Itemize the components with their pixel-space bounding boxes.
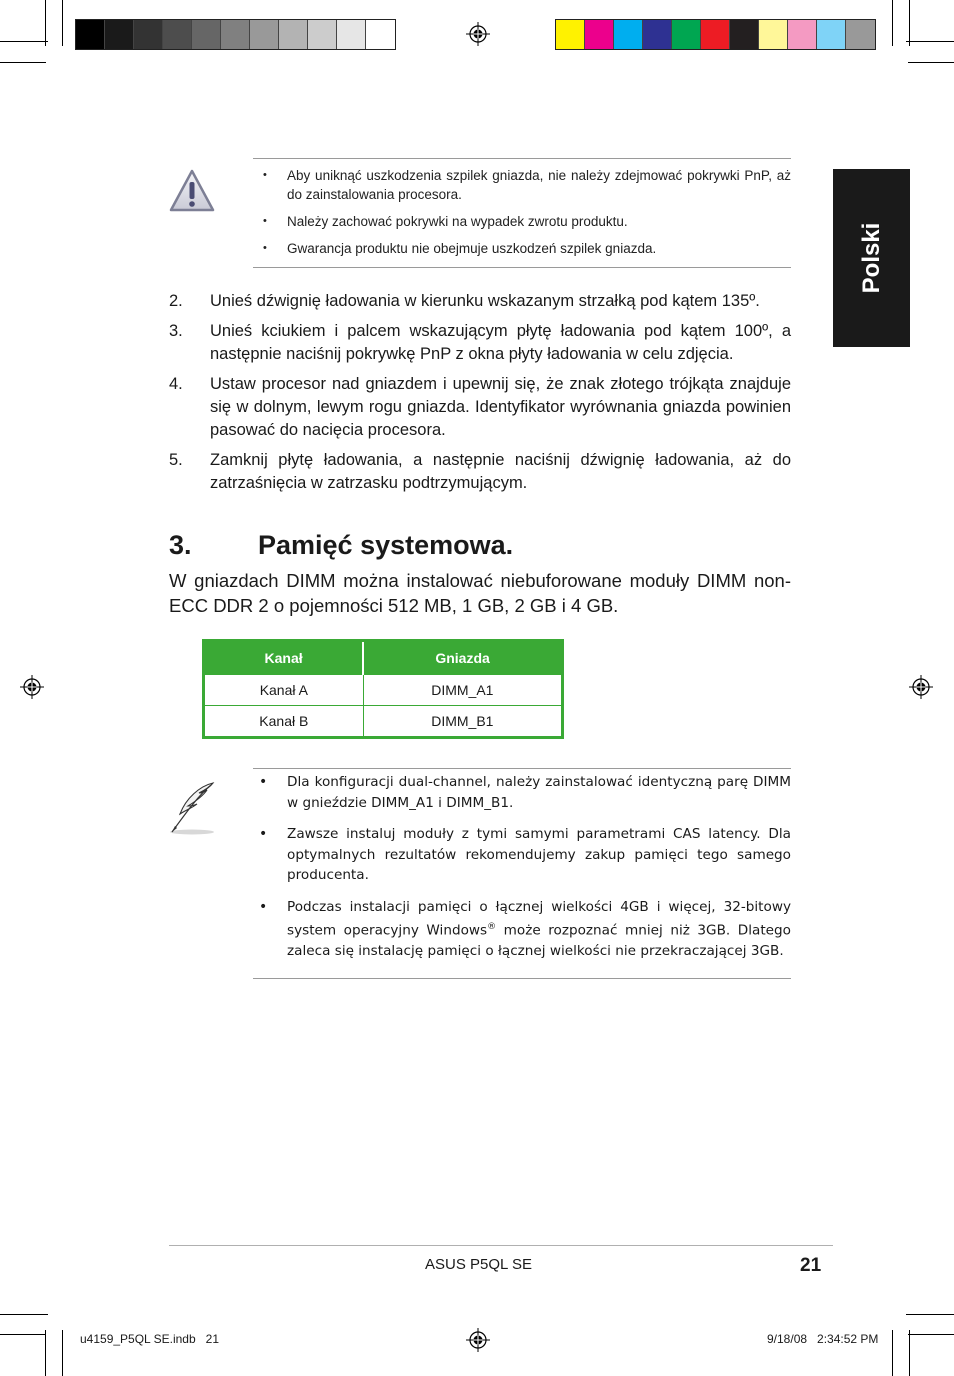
crop-mark <box>908 1334 954 1335</box>
step-number: 2. <box>169 292 183 310</box>
color-swatch <box>337 20 366 49</box>
crop-mark <box>62 1330 63 1376</box>
language-tab <box>833 169 910 347</box>
crop-mark <box>892 1330 893 1376</box>
warning-top-rule <box>253 158 791 159</box>
slug-filename: u4159_P5QL SE.indb 21 <box>80 1332 219 1346</box>
color-swatch <box>105 20 134 49</box>
color-swatch <box>279 20 308 49</box>
note-text: Podczas instalacji pamięci o łącznej wielkości 4GB i więcej, 32-bitowy system operacyjny Windows <box>287 898 791 939</box>
footer-model-name: ASUS P5QL SE <box>425 1256 532 1273</box>
crop-mark <box>0 1334 46 1335</box>
column-header: Kanał <box>204 641 364 675</box>
step-text: Ustaw procesor nad gniazdem i upewnij się, że znak złotego trójkąta znajduje się w dolnym, lewym rogu gniazda. Identyfikator wyrównania gniazda powinien pasować do nacięcia procesora. <box>210 375 791 439</box>
table-row <box>204 706 563 738</box>
color-swatch <box>788 20 817 49</box>
step-item <box>169 320 791 366</box>
warning-list <box>257 166 791 266</box>
color-swatch <box>759 20 788 49</box>
color-swatch <box>308 20 337 49</box>
color-swatch <box>614 20 643 49</box>
color-swatch <box>134 20 163 49</box>
note-text: może rozpoznać mniej niż 3GB. Dlatego zaleca się instalację pamięci o łącznej wielkości nie przekraczającej 3GB. <box>287 922 791 960</box>
color-swatch <box>366 20 395 49</box>
process-color-bar <box>555 19 876 50</box>
color-swatch <box>846 20 875 49</box>
registration-mark-icon <box>466 22 490 46</box>
section-intro: W gniazdach DIMM można instalować niebuforowane moduły DIMM non-ECC DDR 2 o pojemności 512 MB, 1 GB, 2 GB i 4 GB. <box>169 570 791 616</box>
crop-mark <box>909 0 910 46</box>
quill-pen-icon <box>166 780 218 838</box>
language-tab-label: Polski <box>857 222 885 294</box>
color-swatch <box>701 20 730 49</box>
page-number: 21 <box>800 1255 822 1276</box>
step-number: 3. <box>169 322 183 340</box>
color-swatch <box>250 20 279 49</box>
color-swatch <box>163 20 192 49</box>
note-list <box>253 772 791 973</box>
grayscale-color-bar <box>75 19 396 50</box>
color-swatch <box>585 20 614 49</box>
crop-mark <box>45 1330 46 1376</box>
note-bottom-rule <box>253 978 791 979</box>
table-cell: Kanał A <box>204 675 364 706</box>
color-swatch <box>817 20 846 49</box>
footer-rule <box>169 1245 833 1246</box>
section-title: Pamięć systemowa. <box>258 530 514 560</box>
crop-mark <box>908 62 954 63</box>
color-swatch <box>76 20 105 49</box>
crop-mark <box>0 1314 48 1315</box>
table-header-row <box>204 641 563 675</box>
step-number: 4. <box>169 375 183 393</box>
color-swatch <box>556 20 585 49</box>
color-swatch <box>643 20 672 49</box>
color-swatch <box>221 20 250 49</box>
table-row <box>204 675 563 706</box>
step-item <box>169 449 791 495</box>
color-swatch <box>730 20 759 49</box>
crop-mark <box>892 0 893 46</box>
crop-mark <box>906 41 954 42</box>
color-swatch <box>192 20 221 49</box>
table-cell: DIMM_B1 <box>363 706 562 738</box>
table-cell: DIMM_A1 <box>363 675 562 706</box>
section-number: 3. <box>169 530 192 560</box>
warning-item: • Gwarancja produktu nie obejmuje uszkodzeń szpilek gniazda. <box>257 239 791 258</box>
registered-mark: ® <box>487 922 497 932</box>
column-header: Gniazda <box>363 641 562 675</box>
step-text: Zamknij płytę ładowania, a następnie naciśnij dźwignię ładowania, aż do zatrzaśnięcia w zatrzasku podtrzymującym. <box>210 451 791 492</box>
crop-mark <box>0 62 46 63</box>
crop-mark <box>0 41 48 42</box>
warning-triangle-icon <box>168 168 216 214</box>
step-item <box>169 290 791 313</box>
crop-mark <box>909 1330 910 1376</box>
note-top-rule <box>253 768 791 769</box>
registration-mark-icon <box>909 675 933 699</box>
step-text: Unieś dźwignię ładowania w kierunku wskazanym strzałką pod kątem 135º. <box>210 292 760 310</box>
registration-mark-icon <box>466 1328 490 1352</box>
dimm-channel-table <box>202 639 564 739</box>
warning-item: • Aby uniknąć uszkodzenia szpilek gniazda, nie należy zdejmować pokrywki PnP, aż do zainstalowania procesora. <box>257 166 791 204</box>
table-cell: Kanał B <box>204 706 364 738</box>
crop-mark <box>62 0 63 46</box>
note-item: • Dla konfiguracji dual-channel, należy zainstalować identyczną parę DIMM w gnieździe DIMM_A1 i DIMM_B1. <box>253 772 791 813</box>
crop-mark <box>45 0 46 46</box>
warning-item: • Należy zachować pokrywki na wypadek zwrotu produktu. <box>257 212 791 231</box>
installation-steps <box>169 290 791 502</box>
note-item <box>253 897 791 962</box>
note-item: • Zawsze instaluj moduły z tymi samymi parametrami CAS latency. Dla optymalnych rezultatów rekomendujemy zakup pamięci tego samego producenta. <box>253 824 791 886</box>
color-swatch <box>672 20 701 49</box>
step-number: 5. <box>169 451 183 469</box>
warning-bottom-rule <box>253 267 791 268</box>
registration-mark-icon <box>20 675 44 699</box>
step-item <box>169 373 791 442</box>
crop-mark <box>906 1314 954 1315</box>
step-text: Unieś kciukiem i palcem wskazującym płytę ładowania pod kątem 100º, a następnie naciśnij pokrywkę PnP z okna płyty ładowania w celu zdjęcia. <box>210 322 791 363</box>
slug-timestamp: 9/18/08 2:34:52 PM <box>767 1332 879 1346</box>
